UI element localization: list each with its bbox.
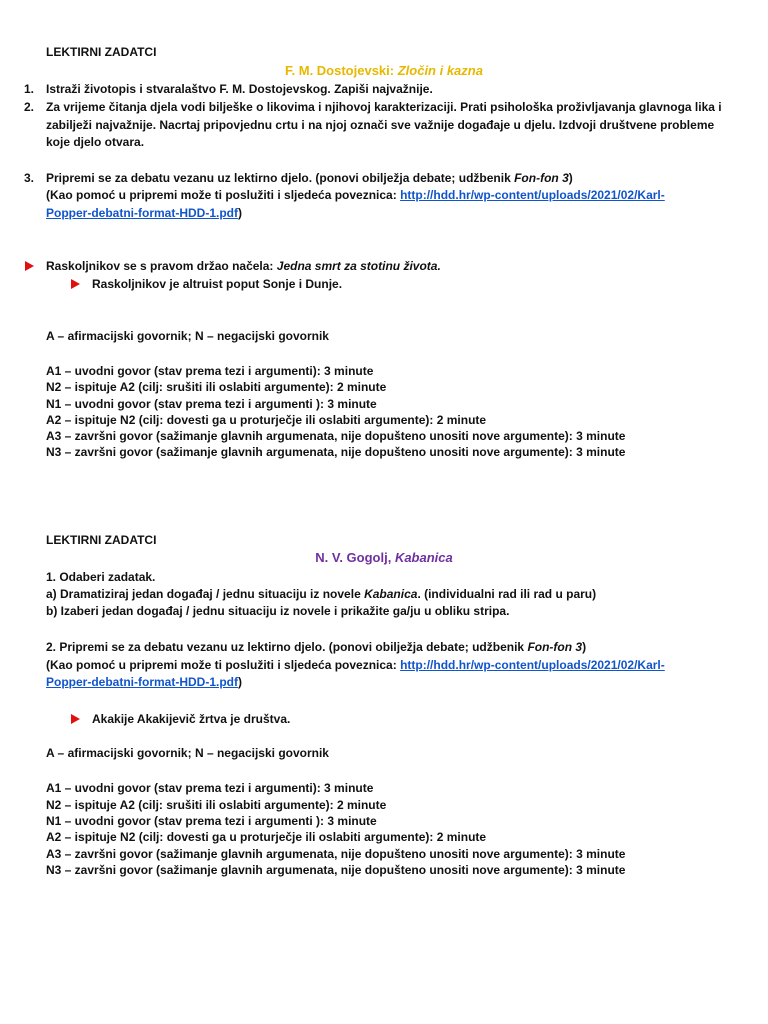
speaker-legend: A – afirmacijski govornik; N – negacijski govornik [46,329,329,343]
arrow-bullet-icon [71,279,80,289]
section2-heading: LEKTIRNI ZADATCI [46,533,157,547]
debate-round: N2 – ispituje A2 (cilj: srušiti ili oslabiti argumente): 2 minute [46,798,387,812]
section2-title: N. V. Gogolj, Kabanica [315,550,453,565]
item-text: (Kao pomoć u pripremi može ti poslužiti i sljedeća poveznica: http://hdd.hr/wp-content/uploads/2021/02/Karl- [46,188,665,202]
debate-round: A3 – završni govor (sažimanje glavnih argumenata, nije dopušteno unositi nove argumente): 3 minute [46,847,626,861]
task-text: (Kao pomoć u pripremi može ti poslužiti i sljedeća poveznica: http://hdd.hr/wp-content/uploads/2021/02/Karl- [46,658,665,672]
item-text: Za vrijeme čitanja djela vodi bilješke o likovima i njihovoj karakterizaciji. Prati psihološka proživljavanja glavnoga lika i [46,100,722,114]
debate-thesis: Raskoljnikov se s pravom držao načela: Jedna smrt za stotinu života. [46,259,441,273]
debate-round: N2 – ispituje A2 (cilj: srušiti ili oslabiti argumente): 2 minute [46,380,387,394]
task-text: 1. Odaberi zadatak. [46,570,156,584]
task-text: Popper-debatni-format-HDD-1.pdf) [46,675,242,689]
debate-format-link[interactable]: http://hdd.hr/wp-content/uploads/2021/02/Karl- [400,658,665,672]
item-text: Istraži životopis i stvaralaštvo F. M. Dostojevskog. Zapiši najvažnije. [46,82,433,96]
debate-round: A2 – ispituje N2 (cilj: dovesti ga u proturječje ili oslabiti argumente): 2 minute [46,830,487,844]
item-text: Pripremi se za debatu vezanu uz lektirno djelo. (ponovi obilježja debate; udžbenik Fon-fon 3) [46,171,573,185]
task-text: b) Izaberi jedan događaj / jednu situaciju iz novele i prikažite ga/ju u obliku stripa. [46,604,510,618]
item-text: zabilježi najvažnije. Nacrtaj pripovjednu crtu i na njoj označi sve važnije događaje u djelu. Izdvoji društvene probleme [46,118,715,132]
task-text: 2. Pripremi se za debatu vezanu uz lektirno djelo. (ponovi obilježja debate; udžbenik Fon-fon 3) [46,640,587,654]
arrow-bullet-icon [25,261,34,271]
item-number: 3. [24,171,35,185]
debate-format-link[interactable]: Popper-debatni-format-HDD-1.pdf [46,675,238,689]
debate-round: A1 – uvodni govor (stav prema tezi i argumenti): 3 minute [46,781,374,795]
debate-thesis: Akakije Akakijevič žrtva je društva. [92,712,291,726]
debate-round: A3 – završni govor (sažimanje glavnih argumenata, nije dopušteno unositi nove argumente): 3 minute [46,429,626,443]
item-number: 2. [24,100,35,114]
task-text: a) Dramatiziraj jedan događaj / jednu situaciju iz novele Kabanica. (individualni rad ili rad u paru) [46,587,597,601]
debate-round: A2 – ispituje N2 (cilj: dovesti ga u proturječje ili oslabiti argumente): 2 minute [46,413,487,427]
debate-round: N1 – uvodni govor (stav prema tezi i argumenti ): 3 minute [46,397,377,411]
item-text: Popper-debatni-format-HDD-1.pdf) [46,206,242,220]
debate-round: N3 – završni govor (sažimanje glavnih argumenata, nije dopušteno unositi nove argumente): 3 minute [46,445,626,459]
debate-round: N3 – završni govor (sažimanje glavnih argumenata, nije dopušteno unositi nove argumente): 3 minute [46,863,626,877]
debate-format-link[interactable]: http://hdd.hr/wp-content/uploads/2021/02/Karl- [400,188,665,202]
debate-round: N1 – uvodni govor (stav prema tezi i argumenti ): 3 minute [46,814,377,828]
speaker-legend: A – afirmacijski govornik; N – negacijski govornik [46,746,329,760]
debate-format-link[interactable]: Popper-debatni-format-HDD-1.pdf [46,206,238,220]
debate-thesis: Raskoljnikov je altruist poput Sonje i Dunje. [92,277,343,291]
item-number: 1. [24,82,35,96]
section1-title: F. M. Dostojevski: Zločin i kazna [285,63,483,78]
debate-round: A1 – uvodni govor (stav prema tezi i argumenti): 3 minute [46,364,374,378]
arrow-bullet-icon [71,714,80,724]
item-text: koje djelo otvara. [46,135,145,149]
section1-heading: LEKTIRNI ZADATCI [46,45,157,59]
